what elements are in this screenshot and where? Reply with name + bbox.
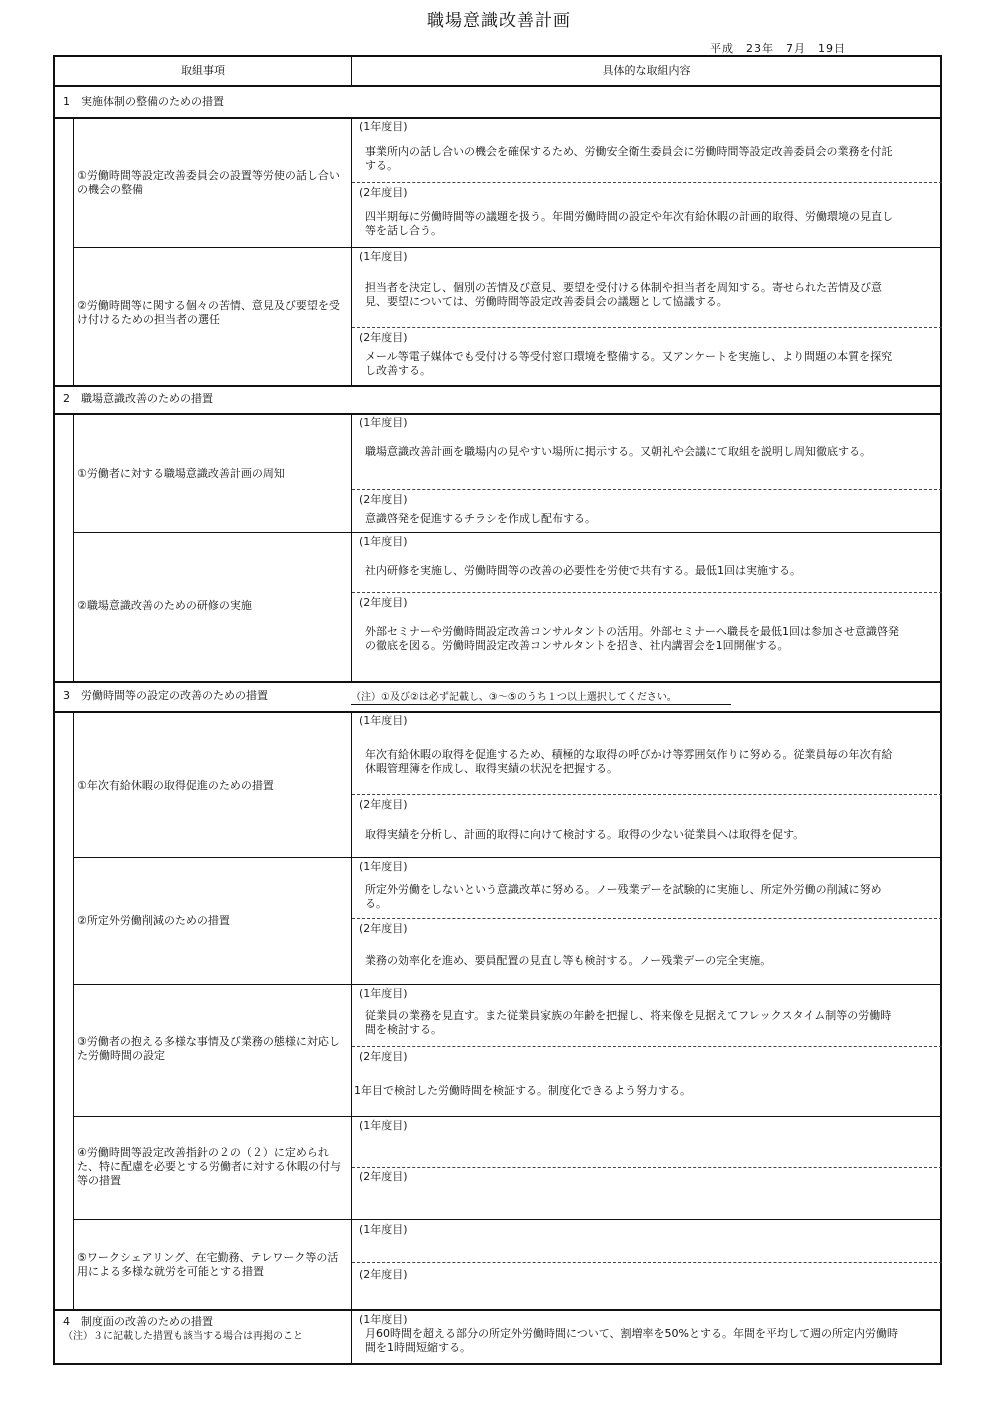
section-3-item-3-year2-label: (2年度目) [359,1050,408,1063]
section-3-item-2-year1-label: (1年度目) [359,860,408,873]
section-1-item-2-year2-label: (2年度目) [359,331,408,344]
plan-table [53,55,942,1365]
section-3-item-4-year2-label: (2年度目) [359,1170,408,1183]
section-3-item-3-dash [352,1046,942,1047]
section-2-indent-line [73,414,74,681]
section-3-title-line [55,711,942,713]
header-col-items: 取組事項 [181,64,225,77]
document-date: 平成 23年 7月 19日 [710,42,846,55]
section-1-item-2-year1-text: 担当者を決定し、個別の苦情及び意見、要望を受付ける体制や担当者を周知する。寄せられた苦情及び意見、要望については、労働時間等設定改善委員会の議題として協議する。 [365,281,882,308]
section-3-item-4-dash [352,1167,942,1168]
section-3-item-1-year1-text: 年次有給休暇の取得を促進するため、積極的な取得の呼びかけ等雰囲気作りに努める。従業員毎の年次有給休暇管理簿を作成し、取得実績の状況を把握する。 [365,748,893,775]
section-4-year1-label: (1年度目) [359,1313,408,1326]
section-1-item-1-bottom [73,247,942,248]
section-1-indent-line [73,118,74,386]
section-2-item-2-dash [352,592,942,593]
section-3-item-4-label: ④労働時間等設定改善指針の２の（２）に定められた、特に配慮を必要とする労働者に対する休暇の付与等の措置 [77,1146,341,1187]
section-2-item-2-year2-text: 外部セミナーや労働時間設定改善コンサルタントの活用。外部セミナーへ職長を最低1回は参加させ意識啓発の徹底を図る。労働時間設定改善コンサルタントを招き、社内講習会を1回開催する。 [365,625,900,652]
header-divider [351,57,352,87]
section-2-item-2-year2-label: (2年度目) [359,596,408,609]
section-1-item-2-year1-label: (1年度目) [359,250,408,263]
section-3-title: 3 労働時間等の設定の改善のための措置 [63,689,268,702]
section-3-item-2-year2-text: 業務の効率化を進め、要員配置の見直し等も検討する。ノー残業デーの完全実施。 [365,954,772,967]
header-col-contents: 具体的な取組内容 [602,64,691,77]
section-2-item-2-year1-text: 社内研修を実施し、労働時間等の改善の必要性を労使で共有する。最低1回は実施する。 [365,564,801,577]
section-1-item-1-year1-text: 事業所内の話し合いの機会を確保するため、労働安全衛生委員会に労働時間等設定改善委員会の業務を付託する。 [365,145,893,172]
section-1-item-1-year1-label: (1年度目) [359,120,408,133]
section-1-divider [351,118,352,386]
section-1-item-1-year2-text: 四半期毎に労働時間等の議題を扱う。年間労働時間の設定や年次有給休暇の計画的取得、労働環境の見直し等を話し合う。 [365,210,893,237]
section-4-year1-text: 月60時間を超える部分の所定外労働時間について、割増率を50%とする。年間を平均して週の所定内労働時間を1時間短縮する。 [365,1327,899,1354]
section-1-title: 1 実施体制の整備のための措置 [63,95,224,108]
header-bottom-line [55,85,942,87]
section-2-item-1-year1-label: (1年度目) [359,416,408,429]
section-3-item-2-dash [352,918,942,919]
section-2-item-1-year1-text: 職場意識改善計画を職場内の見やすい場所に掲示する。又朝礼や会議にて取組を説明し周知徹底する。 [365,445,871,458]
section-2-bottom [55,681,942,683]
section-3-item-3-bottom [73,1116,942,1117]
section-3-item-2-bottom [73,984,942,985]
section-2-title-line [55,413,942,415]
section-3-item-2-year2-label: (2年度目) [359,922,408,935]
section-2-item-1-year2-label: (2年度目) [359,493,408,506]
section-2-item-1-dash [352,489,942,490]
section-3-item-1-dash [352,794,942,795]
section-2-divider [351,414,352,681]
section-4-note: （注）３に記載した措置も該当する場合は再掲のこと [63,1331,303,1342]
document-title: 職場意識改善計画 [427,11,571,31]
section-2-item-1-bottom [73,532,942,533]
section-3-item-5-year1-label: (1年度目) [359,1223,408,1236]
section-4-title: 4 制度面の改善のための措置 [63,1315,213,1328]
section-3-item-5-label: ⑤ワークシェアリング、在宅勤務、テレワーク等の活用による多様な就労を可能とする措置 [77,1251,339,1278]
section-3-item-3-label: ③労働者の抱える多様な事情及び業務の態様に対応した労働時間の設定 [77,1035,340,1062]
section-1-item-2-year2-text: メール等電子媒体でも受付ける等受付窓口環境を整備する。又アンケートを実施し、より問題の本質を探究し改善する。 [365,350,893,377]
section-1-item-1-year2-label: (2年度目) [359,186,408,199]
section-3-item-4-bottom [73,1219,942,1220]
section-2-item-1-year2-text: 意識啓発を促進するチラシを作成し配布する。 [365,512,596,525]
section-3-divider [351,712,352,1310]
section-1-bottom [55,385,942,387]
section-3-note: （注）①及び②は必ず記載し、③〜⑤のうち１つ以上選択してください。 [351,691,731,705]
section-1-item-2-dash [352,327,942,328]
section-3-item-3-year2-text: 1年目で検討した労働時間を検証する。制度化できるよう努力する。 [354,1084,691,1097]
section-3-item-3-year1-label: (1年度目) [359,987,408,1000]
section-3-item-4-year1-label: (1年度目) [359,1119,408,1132]
section-3-item-1-label: ①年次有給休暇の取得促進のための措置 [77,779,274,792]
section-4-divider [351,1310,352,1365]
section-1-item-1-dash [352,182,942,183]
section-3-indent-line [73,712,74,1310]
section-1-item-1-label: ①労働時間等設定改善委員会の設置等労使の話し合いの機会の整備 [77,169,340,196]
section-3-item-1-year2-label: (2年度目) [359,798,408,811]
section-2-title: 2 職場意識改善のための措置 [63,392,213,405]
section-3-item-5-dash [352,1262,942,1263]
section-3-item-2-label: ②所定外労働削減のための措置 [77,914,230,927]
section-3-item-1-year2-text: 取得実績を分析し、計画的取得に向けて検討する。取得の少ない従業員へは取得を促す。 [365,828,805,841]
section-3-item-1-year1-label: (1年度目) [359,714,408,727]
section-3-item-5-year2-label: (2年度目) [359,1268,408,1281]
section-1-item-2-label: ②労働時間等に関する個々の苦情、意見及び要望を受け付けるための担当者の選任 [77,299,340,326]
section-3-item-2-year1-text: 所定外労働をしないという意識改革に努める。ノー残業デーを試験的に実施し、所定外労働の削減に努める。 [365,883,882,910]
section-2-item-2-year1-label: (1年度目) [359,535,408,548]
section-3-bottom [55,1309,942,1311]
section-2-item-1-label: ①労働者に対する職場意識改善計画の周知 [77,467,285,480]
section-1-title-line [55,117,942,119]
section-2-item-2-label: ②職場意識改善のための研修の実施 [77,599,252,612]
section-3-item-3-year1-text: 従業員の業務を見直す。また従業員家族の年齢を把握し、将来像を見据えてフレックスタイム制等の労働時間を検討する。 [365,1009,892,1036]
section-3-item-1-bottom [73,857,942,858]
